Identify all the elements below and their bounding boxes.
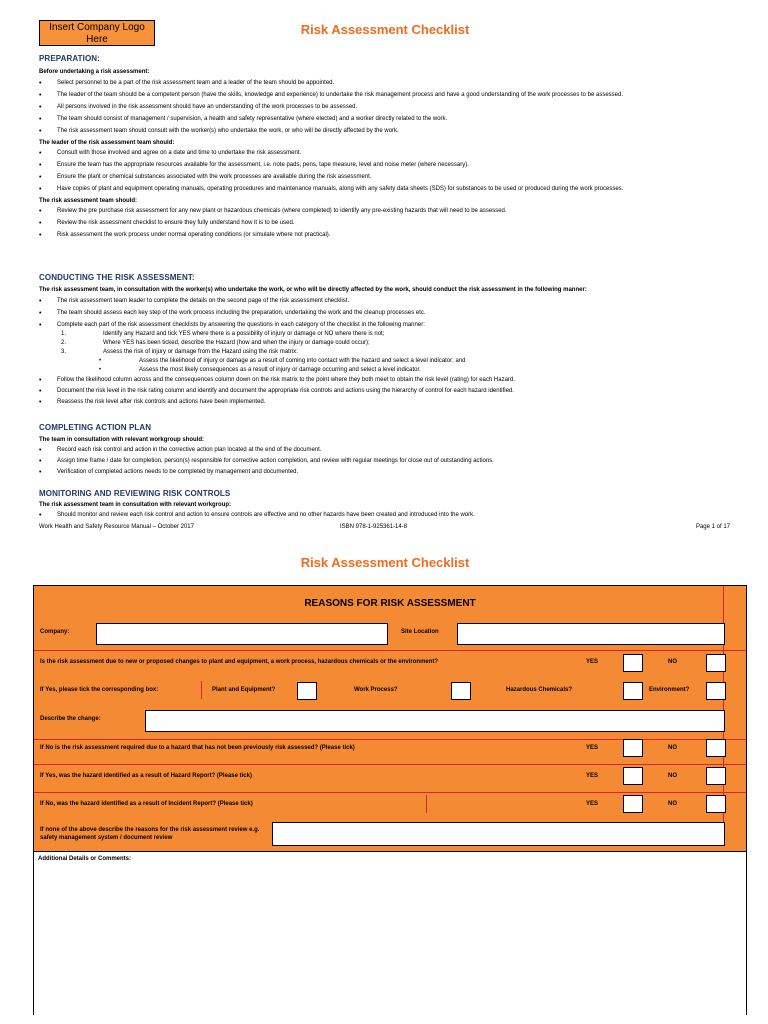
environment-label: Environment? — [649, 687, 690, 693]
team-intro: The risk assessment team should: — [39, 198, 138, 204]
team-list — [39, 207, 729, 240]
company-logo-placeholder: Insert Company Logo Here — [39, 20, 155, 46]
monitoring-intro: The risk assessment team in consultation with relevant workgroup: — [39, 502, 232, 508]
list-item: • The risk assessment team leader to complete the details on the second page of the risk assessment checklist. — [39, 297, 729, 306]
monitoring-section — [39, 489, 729, 520]
conducting-section — [39, 273, 729, 407]
question-incident-report-yes-checkbox[interactable] — [623, 795, 643, 813]
conducting-heading: CONDUCTING THE RISK ASSESSMENT: — [39, 273, 195, 282]
environment-checkbox[interactable] — [706, 682, 726, 700]
list-item: • Ensure the team has the appropriate resources available for the assessment, i.e. note pads, pens, tape measure, level and noise meter (where necessary). — [39, 161, 729, 170]
footer-page-number: Page 1 of 17 — [695, 524, 730, 530]
plant-equipment-label: Plant and Equipment? — [212, 687, 276, 693]
list-item: • Ensure the plant or chemical substances associated with the work processes are available during the risk assessment. — [39, 173, 729, 182]
sub-item: • Assess the most likely consequences as a result of injury or damage occurring and select a level indicator. — [39, 366, 729, 375]
question-other-reasons: If none of the above describe the reasons for the risk assessment review e.g. safety management system / document review — [40, 827, 260, 841]
preparation-list — [39, 79, 729, 136]
item-text: Where YES has been ticked, describe the Hazard (how and when the injury or damage could occur); — [103, 340, 370, 346]
question-new-hazard-yes-checkbox[interactable] — [623, 739, 643, 757]
hazardous-chemicals-checkbox[interactable] — [623, 682, 643, 700]
list-item: • The leader of the team should be a competent person (have the skills, knowledge and experience) to undertake the risk management process and have a good understanding of the work processes to be assessed. — [39, 91, 729, 100]
row-line — [34, 650, 746, 651]
leader-list — [39, 149, 729, 194]
additional-details-label: Additional Details or Comments: — [38, 856, 132, 862]
cell-divider — [201, 681, 202, 699]
row-line — [34, 764, 746, 765]
preparation-section — [39, 54, 729, 240]
footer-center: ISBN 978-1-925361-14-8 — [340, 524, 408, 530]
yes-label: YES — [586, 745, 599, 751]
yes-label: YES — [586, 773, 599, 779]
no-label: NO — [668, 773, 677, 779]
if-yes-label: If Yes, please tick the corresponding box: — [40, 687, 159, 693]
additional-details-area[interactable] — [34, 851, 746, 1015]
preparation-intro: Before undertaking a risk assessment: — [39, 69, 150, 75]
reasons-form — [33, 585, 747, 1015]
list-item: • The risk assessment team should consult with the worker(s) who undertake the work, or who will be directly affected by the work. — [39, 127, 729, 136]
plant-equipment-checkbox[interactable] — [297, 682, 317, 700]
list-item: • Follow the likelihood column across and the consequences column down on the risk matrix to the point where they both meet to obtain the risk level (rating) for each Hazard. — [39, 376, 729, 385]
yes-label: YES — [586, 801, 599, 807]
hazardous-chemicals-label: Hazardous Chemicals? — [506, 687, 573, 693]
conducting-list-a — [39, 297, 729, 330]
monitoring-list — [39, 511, 729, 520]
question-new-hazard: If No is the risk assessment required due to a hazard that has not been previously risk assessed? (Please tick) — [40, 745, 355, 751]
other-reasons-input[interactable] — [272, 822, 725, 846]
list-item: • Risk assessment the work process under normal operating conditions (or simulate where not practical). — [39, 231, 729, 240]
list-item: • Verification of completed actions needs to be completed by management and documented. — [39, 468, 729, 477]
list-item: • Have copies of plant and equipment operating manuals, operating procedures and maintenance manuals, along with any safety data sheets (SDS) for substances to be used or produced during the work processes. — [39, 185, 729, 194]
numbered-item — [39, 339, 729, 348]
list-item: • Complete each part of the risk assessment checklists by answering the questions in each category of the checklist in the following manner: — [39, 321, 729, 330]
no-label: NO — [668, 659, 677, 665]
list-item: • Assign time frame / date for completion, person(s) responsible for corrective action completion, and review with regular meetings for close out of outstanding actions. — [39, 457, 729, 466]
numbered-item — [39, 348, 729, 357]
question-hazard-report-yes-checkbox[interactable] — [623, 767, 643, 785]
question-incident-report: If No, was the hazard identified as a result of Incident Report? (Please tick) — [40, 801, 253, 807]
list-item: • The team should consist of management / supervision, a health and safety representative (where elected) and a worker directly related to the work. — [39, 115, 729, 124]
footer-left: Work Health and Safety Resource Manual – October 2017 — [39, 524, 194, 530]
no-label: NO — [668, 801, 677, 807]
sub-item: • Assess the likelihood of injury or damage as a result of coming into contact with the hazard and select a level indicator; and — [39, 357, 729, 366]
list-item: • Document the risk level in the risk rating column and identify and document the appropriate risk controls and actions using the hierarchy of control for each hazard identified. — [39, 387, 729, 396]
conducting-list-b — [39, 376, 729, 407]
action-plan-list — [39, 446, 729, 477]
item-text: Assess the risk of injury or damage from the Hazard using the risk matrix: — [103, 349, 298, 355]
item-number: 3. — [61, 349, 67, 355]
page-title: Risk Assessment Checklist — [300, 22, 470, 37]
list-item: • All persons involved in the risk assessment should have an understanding of the work processes to be assessed. — [39, 103, 729, 112]
question-incident-report-no-checkbox[interactable] — [706, 795, 726, 813]
question-hazard-report-no-checkbox[interactable] — [706, 767, 726, 785]
list-item: • The team should assess each key step of the work process including the preparation, undertaking the work and the cleanup processes etc. — [39, 309, 729, 318]
yes-label: YES — [586, 659, 599, 665]
action-plan-heading: COMPLETING ACTION PLAN — [39, 423, 152, 432]
question-change-no-checkbox[interactable] — [706, 654, 726, 672]
question-change-yes-checkbox[interactable] — [623, 654, 643, 672]
list-item: • Record each risk control and action in the corrective action plan located at the end of the document. — [39, 446, 729, 455]
list-item: • Should monitor and review each risk control and action to ensure controls are effective and no other hazards have been created and introduced into the work. — [39, 511, 729, 520]
describe-change-label: Describe the change: — [40, 716, 101, 722]
work-process-label: Work Process? — [354, 687, 398, 693]
list-item: • Review the pre purchase risk assessment for any new plant or hazardous chemicals (where completed) to identify any pre-existing hazards that will need to be assessed. — [39, 207, 729, 216]
site-location-input[interactable] — [457, 623, 725, 645]
list-item: • Select personnel to be a part of the risk assessment team and a leader of the team should be appointed. — [39, 79, 729, 88]
question-hazard-report: If Yes, was the hazard identified as a result of Hazard Report? (Please tick) — [40, 773, 252, 779]
row-line — [34, 792, 746, 793]
question-change: Is the risk assessment due to new or proposed changes to plant and equipment, a work process, hazardous chemicals or the environment? — [40, 659, 439, 665]
company-label: Company: — [40, 629, 70, 635]
action-plan-section — [39, 423, 729, 477]
numbered-item — [39, 330, 729, 339]
company-input[interactable] — [96, 623, 388, 645]
cell-divider — [426, 795, 427, 813]
monitoring-heading: MONITORING AND REVIEWING RISK CONTROLS — [39, 489, 231, 498]
conducting-intro: The risk assessment team, in consultation with the worker(s) who undertake the work, or who will be directly affected by the work, should conduct the risk assessment in the following manner: — [39, 287, 587, 293]
question-new-hazard-no-checkbox[interactable] — [706, 739, 726, 757]
preparation-heading: PREPARATION: — [39, 54, 100, 63]
list-item: • Consult with those involved and agree on a date and time to undertake the risk assessment. — [39, 149, 729, 158]
form-title: REASONS FOR RISK ASSESSMENT — [304, 598, 476, 609]
item-text: Identify any Hazard and tick YES where there is a possibility of injury or damage or NO where there is not; — [103, 331, 385, 337]
describe-change-input[interactable] — [145, 710, 725, 732]
leader-intro: The leader of the risk assessment team should: — [39, 140, 175, 146]
site-location-label: Site Location — [401, 629, 439, 635]
action-plan-intro: The team in consultation with relevant workgroup should: — [39, 437, 205, 443]
work-process-checkbox[interactable] — [451, 682, 471, 700]
list-item: • Review the risk assessment checklist to ensure they fully understand how it is to be used. — [39, 219, 729, 228]
no-label: NO — [668, 745, 677, 751]
page2-title: Risk Assessment Checklist — [300, 555, 470, 570]
item-number: 1. — [61, 331, 67, 337]
list-item: • Reassess the risk level after risk controls and actions have been implemented. — [39, 398, 729, 407]
item-number: 2. — [61, 340, 67, 346]
